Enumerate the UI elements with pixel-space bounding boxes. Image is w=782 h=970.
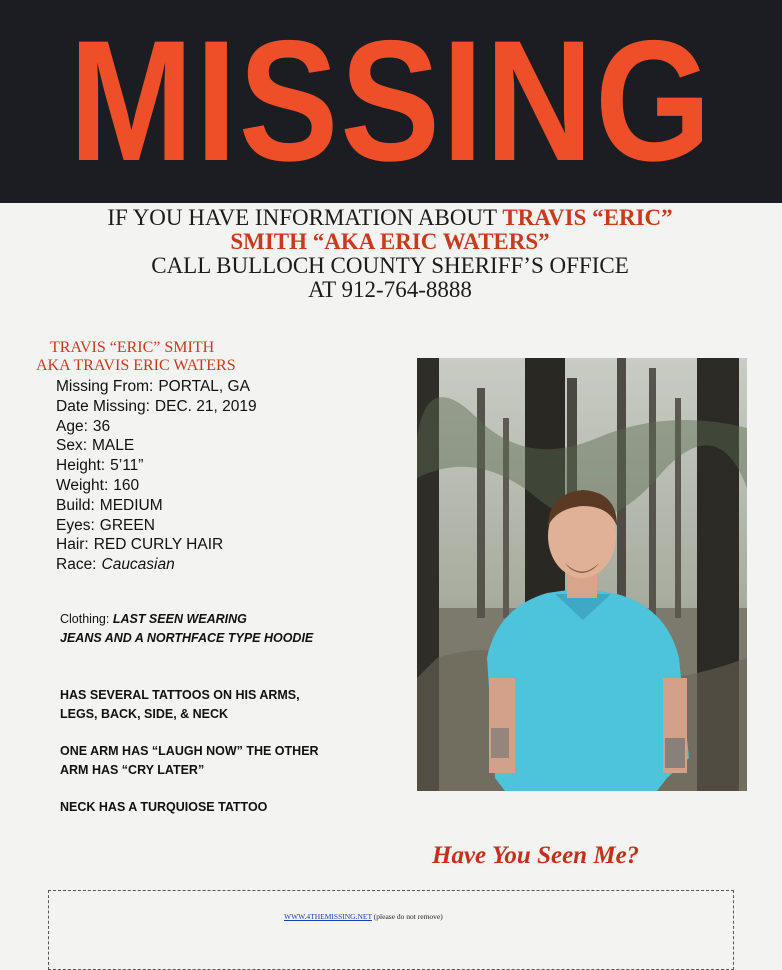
details-list (56, 377, 257, 575)
detail-label: Sex: (56, 437, 88, 455)
website-footer (284, 912, 443, 921)
detail-label: Weight: (56, 476, 109, 494)
tattoo-text (60, 686, 300, 724)
detail-row (56, 476, 257, 496)
arm-line-1: ONE ARM HAS “LAUGH NOW” THE OTHER (60, 744, 319, 758)
tattoo-line-1: HAS SEVERAL TATTOOS ON HIS ARMS, (60, 688, 300, 702)
detail-value: PORTAL, GA (158, 378, 250, 395)
info-name-1: TRAVIS “ERIC” (502, 205, 673, 230)
detail-label: Age: (56, 417, 88, 435)
have-you-seen-me: Have You Seen Me? (432, 842, 640, 869)
detail-label: Hair: (56, 536, 89, 554)
info-line-3: CALL BULLOCH COUNTY SHERIFF’S OFFICE (151, 253, 629, 278)
detail-row (56, 516, 257, 536)
detail-value: MEDIUM (99, 496, 163, 514)
detail-value: 5’11” (110, 457, 144, 475)
clothing-line-2: JEANS AND A NORTHFACE TYPE HOODIE (60, 631, 314, 645)
tattoo-line-2: LEGS, BACK, SIDE, & NECK (60, 707, 229, 721)
detail-label: Missing From: (56, 378, 154, 395)
clothing-label: Clothing: (60, 612, 110, 626)
poster-title: MISSING (68, 5, 714, 197)
arm-tattoo-text (60, 742, 319, 780)
website-link[interactable]: WWW.4THEMISSING.NET (284, 912, 372, 921)
info-phone: AT 912-764-8888 (308, 277, 472, 302)
name-line-1: TRAVIS “ERIC” SMITH (50, 339, 215, 356)
detail-value: Caucasian (101, 556, 175, 574)
detail-row (56, 496, 257, 516)
detail-row (56, 555, 257, 575)
detail-value: GREEN (99, 516, 155, 534)
website-note: (please do not remove) (373, 912, 443, 921)
detail-label: Date Missing: (56, 397, 150, 415)
person-name (36, 339, 236, 375)
detail-row (56, 535, 257, 555)
contact-info (20, 206, 760, 302)
detail-row (56, 436, 257, 456)
detail-value: DEC. 21, 2019 (154, 397, 257, 415)
clothing-line-1: LAST SEEN WEARING (112, 612, 247, 626)
missing-person-photo (417, 358, 747, 791)
arm-line-2: ARM HAS “CRY LATER” (60, 763, 205, 777)
detail-row (56, 377, 257, 397)
detail-label: Race: (56, 556, 97, 574)
detail-label: Eyes: (56, 516, 95, 534)
detail-value: MALE (92, 437, 135, 455)
detail-row (56, 397, 257, 417)
clothing-text (60, 610, 313, 648)
header-banner (0, 0, 782, 203)
footer-dashed-box (48, 890, 734, 970)
detail-row (56, 456, 257, 476)
name-line-2: AKA TRAVIS ERIC WATERS (36, 357, 236, 374)
info-line-1: IF YOU HAVE INFORMATION ABOUT (107, 205, 503, 230)
detail-label: Height: (56, 457, 106, 475)
detail-value: 36 (92, 417, 111, 435)
detail-row (56, 417, 257, 437)
detail-value: 160 (113, 476, 140, 494)
detail-label: Build: (56, 496, 95, 514)
detail-value: RED CURLY HAIR (93, 536, 224, 554)
info-name-2: SMITH “AKA ERIC WATERS” (230, 229, 550, 254)
neck-tattoo-text: NECK HAS A TURQUIOSE TATTOO (60, 800, 268, 814)
